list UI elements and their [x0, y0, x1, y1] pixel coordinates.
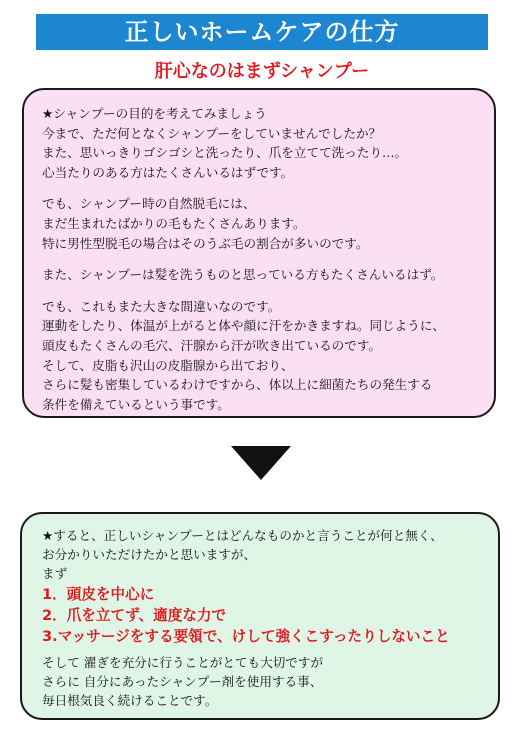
- text-line: さらに 自分にあったシャンプー剤を使用する事、: [42, 673, 323, 689]
- text-line: 今まで、ただ何となくシャンプーをしていませんでしたか？: [42, 125, 382, 141]
- text-line: 運動をしたり、体温が上がると体や顔に汗をかきますね。同じように、: [42, 318, 445, 334]
- text-line: また、思いっきりゴシゴシと洗ったり、爪を立てて洗ったり…。: [42, 145, 408, 161]
- text-line: 条件を備えているという事です。: [42, 396, 230, 412]
- text-line: そして、皮脂も沢山の皮脂腺から出ており、: [42, 357, 294, 373]
- point-item: 2．爪を立てず、適度な力で: [42, 606, 227, 624]
- text-line: でも、これもまた大きな間違いなのです。: [42, 298, 281, 314]
- text-line: さらに髪も密集しているわけですから、体以上に細菌たちの発生する: [42, 377, 433, 393]
- shampoo-purpose-box: [22, 88, 496, 418]
- text-line: 特に男性型脱毛の場合はそのうぶ毛の割合が多いのです。: [42, 235, 369, 251]
- text-line: また、シャンプーは髪を洗うものと思っている方もたくさんいるはず。: [42, 267, 444, 283]
- text-line: 毎日根気良く続けることです。: [42, 693, 218, 709]
- down-triangle-icon: [231, 446, 291, 480]
- page-title: 正しいホームケアの仕方: [36, 14, 488, 50]
- text-line: まだ生まれたばかりの毛もたくさんあります。: [42, 215, 306, 231]
- text-line: お分かりいただけたかと思いますが、: [42, 547, 257, 563]
- text-line: ★すると、正しいシャンプーとはどんなものかと言うことが何と無く、: [42, 528, 443, 543]
- text-line: でも、シャンプー時の自然脱毛には、: [42, 196, 256, 212]
- point-item: 1．頭皮を中心に: [42, 585, 155, 603]
- text-line: 頭皮もたくさんの毛穴、汗腺から汗が吹き出ているのです。: [42, 337, 382, 353]
- text-line: まず: [42, 566, 68, 582]
- text-line: そして 濯ぎを充分に行うことがとても大切ですが: [42, 654, 324, 670]
- text-line: 心当たりのある方はたくさんいるはずです。: [42, 164, 294, 180]
- text-line: ★シャンプーの目的を考えてみましょう: [42, 106, 267, 121]
- section-subtitle: 肝心なのはまずシャンプー: [154, 61, 370, 82]
- point-item: 3.マッサージをする要領で、けして強くこすったりしないこと: [42, 627, 450, 645]
- correct-shampoo-box: [20, 512, 500, 720]
